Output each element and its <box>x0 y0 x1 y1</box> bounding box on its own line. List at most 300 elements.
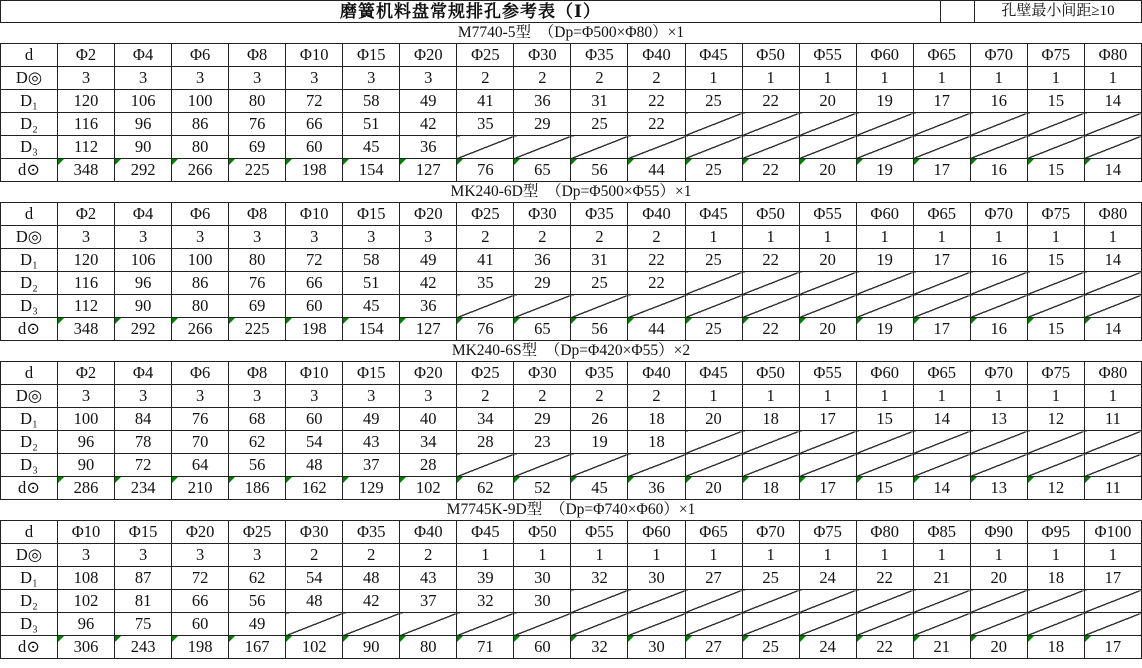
empty-diagonal-cell <box>1084 295 1141 318</box>
column-header-row <box>1 362 1142 385</box>
diameter-column-header: Φ50 <box>742 203 799 226</box>
diameter-column-header: Φ50 <box>742 362 799 385</box>
value-cell: 2 <box>343 544 400 567</box>
value-cell: 48 <box>343 567 400 590</box>
value-cell: 17 <box>913 159 970 182</box>
diameter-column-header: Φ45 <box>685 44 742 67</box>
empty-diagonal-cell <box>571 136 628 159</box>
row-label-cell: D₃ <box>1 295 58 318</box>
diameter-column-header: Φ25 <box>457 362 514 385</box>
diameter-column-header: Φ2 <box>58 362 115 385</box>
value-cell: 106 <box>115 249 172 272</box>
value-cell: 120 <box>58 90 115 113</box>
diameter-column-header: Φ80 <box>1084 203 1141 226</box>
empty-diagonal-cell <box>457 295 514 318</box>
diameter-column-header: Φ25 <box>457 44 514 67</box>
value-cell: 3 <box>229 226 286 249</box>
diameter-column-header: Φ60 <box>628 521 685 544</box>
value-cell: 22 <box>742 159 799 182</box>
value-cell: 62 <box>229 431 286 454</box>
empty-diagonal-cell <box>799 295 856 318</box>
table-row <box>1 431 1142 454</box>
table-row <box>1 318 1142 341</box>
section-header-m7745k-9d: M7745K-9D型 （Dp=Φ740×Φ60）×1 <box>446 501 696 518</box>
value-cell: 25 <box>685 249 742 272</box>
diameter-column-header: Φ2 <box>58 44 115 67</box>
diameter-column-header: Φ45 <box>685 203 742 226</box>
value-cell: 39 <box>457 567 514 590</box>
title-bar <box>0 0 1142 23</box>
value-cell: 23 <box>514 431 571 454</box>
value-cell: 225 <box>229 318 286 341</box>
value-cell: 1 <box>571 544 628 567</box>
value-cell: 1 <box>1084 226 1141 249</box>
diameter-column-header: Φ65 <box>913 362 970 385</box>
table-row <box>1 295 1142 318</box>
empty-diagonal-cell <box>742 272 799 295</box>
diameter-column-header: Φ75 <box>799 521 856 544</box>
value-cell: 186 <box>229 477 286 500</box>
value-cell: 15 <box>1027 159 1084 182</box>
value-cell: 25 <box>685 90 742 113</box>
empty-diagonal-cell <box>628 613 685 636</box>
value-cell: 1 <box>685 544 742 567</box>
value-cell: 198 <box>172 636 229 659</box>
value-cell: 100 <box>172 249 229 272</box>
diameter-column-header: Φ35 <box>571 362 628 385</box>
value-cell: 3 <box>286 385 343 408</box>
value-cell: 60 <box>172 613 229 636</box>
value-cell: 1 <box>457 544 514 567</box>
diameter-column-header: Φ30 <box>514 362 571 385</box>
value-cell: 3 <box>343 385 400 408</box>
diameter-column-header: Φ15 <box>115 521 172 544</box>
row-label-cell: D◎ <box>1 67 58 90</box>
diameter-column-header: Φ70 <box>970 44 1027 67</box>
row-label-cell: D₁ <box>1 408 58 431</box>
row-label-cell: D◎ <box>1 544 58 567</box>
value-cell: 62 <box>457 477 514 500</box>
value-cell: 3 <box>400 67 457 90</box>
value-cell: 29 <box>514 272 571 295</box>
value-cell: 28 <box>457 431 514 454</box>
value-cell: 18 <box>1027 636 1084 659</box>
empty-diagonal-cell <box>742 613 799 636</box>
value-cell: 1 <box>799 385 856 408</box>
value-cell: 16 <box>970 318 1027 341</box>
empty-diagonal-cell <box>1027 431 1084 454</box>
value-cell: 18 <box>1027 567 1084 590</box>
empty-diagonal-cell <box>457 613 514 636</box>
value-cell: 76 <box>172 408 229 431</box>
value-cell: 14 <box>1084 159 1141 182</box>
diameter-column-header: Φ55 <box>799 44 856 67</box>
value-cell: 43 <box>343 431 400 454</box>
value-cell: 3 <box>343 67 400 90</box>
row-label-cell: D₂ <box>1 431 58 454</box>
empty-diagonal-cell <box>1084 454 1141 477</box>
empty-diagonal-cell <box>286 613 343 636</box>
diameter-column-header: Φ85 <box>913 521 970 544</box>
value-cell: 210 <box>172 477 229 500</box>
parameter-table-m7740-5 <box>0 43 1142 182</box>
empty-diagonal-cell <box>1027 590 1084 613</box>
diameter-column-header: Φ45 <box>685 362 742 385</box>
value-cell: 17 <box>1084 567 1141 590</box>
empty-diagonal-cell <box>742 454 799 477</box>
empty-diagonal-cell <box>1084 272 1141 295</box>
diameter-column-header: Φ55 <box>799 362 856 385</box>
section-header-mk240-6s: MK240-6S型 （Dp=Φ420×Φ55）×2 <box>451 342 691 359</box>
value-cell: 48 <box>286 590 343 613</box>
value-cell: 243 <box>115 636 172 659</box>
value-cell: 14 <box>1084 90 1141 113</box>
value-cell: 69 <box>229 295 286 318</box>
value-cell: 60 <box>514 636 571 659</box>
value-cell: 58 <box>343 249 400 272</box>
empty-diagonal-cell <box>913 295 970 318</box>
value-cell: 36 <box>400 295 457 318</box>
value-cell: 37 <box>400 590 457 613</box>
value-cell: 18 <box>628 431 685 454</box>
value-cell: 306 <box>58 636 115 659</box>
value-cell: 96 <box>115 272 172 295</box>
row-label-cell: D₁ <box>1 90 58 113</box>
table-row <box>1 159 1142 182</box>
value-cell: 25 <box>685 318 742 341</box>
row-label-cell: d⊙ <box>1 636 58 659</box>
empty-diagonal-cell <box>970 295 1027 318</box>
value-cell: 25 <box>742 567 799 590</box>
value-cell: 54 <box>286 567 343 590</box>
value-cell: 17 <box>799 477 856 500</box>
value-cell: 17 <box>799 408 856 431</box>
empty-diagonal-cell <box>913 136 970 159</box>
value-cell: 1 <box>1084 67 1141 90</box>
empty-diagonal-cell <box>856 613 913 636</box>
value-cell: 42 <box>400 272 457 295</box>
value-cell: 37 <box>343 454 400 477</box>
value-cell: 12 <box>1027 477 1084 500</box>
value-cell: 72 <box>286 90 343 113</box>
value-cell: 2 <box>571 226 628 249</box>
value-cell: 13 <box>970 477 1027 500</box>
value-cell: 120 <box>58 249 115 272</box>
value-cell: 20 <box>799 318 856 341</box>
value-cell: 225 <box>229 159 286 182</box>
empty-diagonal-cell <box>685 454 742 477</box>
empty-diagonal-cell <box>856 272 913 295</box>
row-label-cell: D◎ <box>1 226 58 249</box>
value-cell: 1 <box>1027 544 1084 567</box>
value-cell: 25 <box>571 272 628 295</box>
parameter-table-mk240-6s <box>0 361 1142 500</box>
value-cell: 17 <box>1084 636 1141 659</box>
value-cell: 129 <box>343 477 400 500</box>
diameter-column-header: Φ10 <box>286 44 343 67</box>
value-cell: 2 <box>628 67 685 90</box>
value-cell: 19 <box>856 318 913 341</box>
diameter-column-header: Φ35 <box>343 521 400 544</box>
empty-diagonal-cell <box>685 431 742 454</box>
empty-diagonal-cell <box>856 431 913 454</box>
table-row <box>1 249 1142 272</box>
value-cell: 3 <box>286 67 343 90</box>
value-cell: 112 <box>58 136 115 159</box>
value-cell: 266 <box>172 318 229 341</box>
value-cell: 17 <box>913 318 970 341</box>
value-cell: 22 <box>628 113 685 136</box>
diameter-column-header: Φ65 <box>913 203 970 226</box>
value-cell: 56 <box>229 590 286 613</box>
value-cell: 30 <box>514 590 571 613</box>
table-row <box>1 408 1142 431</box>
empty-diagonal-cell <box>856 113 913 136</box>
value-cell: 14 <box>1084 249 1141 272</box>
value-cell: 15 <box>1027 90 1084 113</box>
value-cell: 2 <box>457 385 514 408</box>
empty-diagonal-cell <box>799 136 856 159</box>
value-cell: 76 <box>457 318 514 341</box>
value-cell: 60 <box>286 295 343 318</box>
value-cell: 76 <box>229 272 286 295</box>
value-cell: 16 <box>970 90 1027 113</box>
value-cell: 51 <box>343 272 400 295</box>
empty-diagonal-cell <box>628 454 685 477</box>
diameter-column-header: Φ40 <box>628 362 685 385</box>
value-cell: 3 <box>229 67 286 90</box>
empty-diagonal-cell <box>685 136 742 159</box>
empty-diagonal-cell <box>514 136 571 159</box>
diameter-column-header: Φ65 <box>913 44 970 67</box>
value-cell: 17 <box>913 249 970 272</box>
value-cell: 22 <box>742 249 799 272</box>
value-cell: 15 <box>856 477 913 500</box>
value-cell: 66 <box>286 113 343 136</box>
empty-diagonal-cell <box>913 431 970 454</box>
value-cell: 42 <box>400 113 457 136</box>
value-cell: 1 <box>799 67 856 90</box>
table-row <box>1 385 1142 408</box>
value-cell: 80 <box>172 136 229 159</box>
value-cell: 34 <box>400 431 457 454</box>
value-cell: 1 <box>970 67 1027 90</box>
min-spacing-note: 孔壁最小间距≥10 <box>1001 3 1115 19</box>
empty-diagonal-cell <box>514 613 571 636</box>
value-cell: 22 <box>628 249 685 272</box>
value-cell: 26 <box>571 408 628 431</box>
empty-diagonal-cell <box>1084 136 1141 159</box>
value-cell: 86 <box>172 113 229 136</box>
diameter-column-header: Φ80 <box>856 521 913 544</box>
value-cell: 20 <box>970 567 1027 590</box>
empty-diagonal-cell <box>970 454 1027 477</box>
value-cell: 2 <box>514 226 571 249</box>
title-spacer-cell <box>940 1 975 22</box>
empty-diagonal-cell <box>856 590 913 613</box>
value-cell: 22 <box>628 90 685 113</box>
empty-diagonal-cell <box>628 590 685 613</box>
table-row <box>1 567 1142 590</box>
value-cell: 1 <box>913 226 970 249</box>
value-cell: 22 <box>742 318 799 341</box>
empty-diagonal-cell <box>1027 613 1084 636</box>
value-cell: 71 <box>457 636 514 659</box>
empty-diagonal-cell <box>970 613 1027 636</box>
diameter-column-header: Φ8 <box>229 44 286 67</box>
diameter-column-header: Φ75 <box>1027 203 1084 226</box>
value-cell: 52 <box>514 477 571 500</box>
value-cell: 1 <box>970 544 1027 567</box>
value-cell: 22 <box>742 90 799 113</box>
value-cell: 86 <box>172 272 229 295</box>
row-label-cell: d⊙ <box>1 477 58 500</box>
value-cell: 3 <box>400 226 457 249</box>
value-cell: 65 <box>514 159 571 182</box>
row-label-cell: d⊙ <box>1 159 58 182</box>
value-cell: 266 <box>172 159 229 182</box>
value-cell: 348 <box>58 318 115 341</box>
value-cell: 1 <box>970 385 1027 408</box>
table-row <box>1 454 1142 477</box>
empty-diagonal-cell <box>685 613 742 636</box>
value-cell: 234 <box>115 477 172 500</box>
empty-diagonal-cell <box>400 613 457 636</box>
value-cell: 43 <box>400 567 457 590</box>
value-cell: 127 <box>400 318 457 341</box>
empty-diagonal-cell <box>970 590 1027 613</box>
value-cell: 36 <box>628 477 685 500</box>
row-label-cell: D₃ <box>1 613 58 636</box>
diameter-column-header: Φ4 <box>115 203 172 226</box>
value-cell: 69 <box>229 136 286 159</box>
table-row <box>1 226 1142 249</box>
value-cell: 116 <box>58 272 115 295</box>
value-cell: 18 <box>742 408 799 431</box>
value-cell: 3 <box>172 226 229 249</box>
empty-diagonal-cell <box>913 454 970 477</box>
empty-diagonal-cell <box>799 590 856 613</box>
value-cell: 90 <box>115 136 172 159</box>
value-cell: 116 <box>58 113 115 136</box>
empty-diagonal-cell <box>1027 272 1084 295</box>
row-label-cell: d⊙ <box>1 318 58 341</box>
value-cell: 44 <box>628 318 685 341</box>
value-cell: 87 <box>115 567 172 590</box>
value-cell: 81 <box>115 590 172 613</box>
diameter-column-header: Φ35 <box>571 44 628 67</box>
empty-diagonal-cell <box>799 113 856 136</box>
value-cell: 127 <box>400 159 457 182</box>
value-cell: 3 <box>58 544 115 567</box>
value-cell: 96 <box>115 113 172 136</box>
empty-diagonal-cell <box>742 590 799 613</box>
value-cell: 60 <box>286 136 343 159</box>
value-cell: 49 <box>400 249 457 272</box>
value-cell: 12 <box>1027 408 1084 431</box>
value-cell: 3 <box>58 67 115 90</box>
column-header-row <box>1 521 1142 544</box>
value-cell: 18 <box>742 477 799 500</box>
diameter-column-header: Φ100 <box>1084 521 1141 544</box>
value-cell: 15 <box>1027 318 1084 341</box>
value-cell: 3 <box>286 226 343 249</box>
section-header-mk240-6d: MK240-6D型 （Dp=Φ500×Φ55）×1 <box>450 183 692 200</box>
value-cell: 22 <box>856 636 913 659</box>
table-row <box>1 613 1142 636</box>
value-cell: 30 <box>628 636 685 659</box>
value-cell: 154 <box>343 159 400 182</box>
value-cell: 96 <box>58 431 115 454</box>
value-cell: 3 <box>229 385 286 408</box>
diameter-column-header: Φ50 <box>514 521 571 544</box>
row-label-cell: D◎ <box>1 385 58 408</box>
empty-diagonal-cell <box>742 295 799 318</box>
diameter-column-header: Φ65 <box>685 521 742 544</box>
value-cell: 1 <box>628 544 685 567</box>
diameter-column-header: Φ90 <box>970 521 1027 544</box>
value-cell: 2 <box>286 544 343 567</box>
diameter-column-header: Φ8 <box>229 203 286 226</box>
empty-diagonal-cell <box>514 295 571 318</box>
row-label-cell: D₂ <box>1 272 58 295</box>
value-cell: 36 <box>514 90 571 113</box>
empty-diagonal-cell <box>628 136 685 159</box>
diameter-column-header: Φ20 <box>172 521 229 544</box>
row-label-cell: D₂ <box>1 590 58 613</box>
value-cell: 1 <box>742 226 799 249</box>
value-cell: 28 <box>400 454 457 477</box>
value-cell: 66 <box>172 590 229 613</box>
value-cell: 49 <box>229 613 286 636</box>
diameter-column-header: Φ15 <box>343 44 400 67</box>
empty-diagonal-cell <box>571 613 628 636</box>
empty-diagonal-cell <box>1084 113 1141 136</box>
value-cell: 1 <box>856 544 913 567</box>
empty-diagonal-cell <box>742 431 799 454</box>
diameter-column-header: Φ25 <box>457 203 514 226</box>
empty-diagonal-cell <box>742 113 799 136</box>
value-cell: 45 <box>343 136 400 159</box>
value-cell: 14 <box>1084 318 1141 341</box>
diameter-column-header: Φ60 <box>856 44 913 67</box>
value-cell: 72 <box>286 249 343 272</box>
value-cell: 112 <box>58 295 115 318</box>
value-cell: 32 <box>457 590 514 613</box>
value-cell: 72 <box>172 567 229 590</box>
diameter-column-header: Φ20 <box>400 203 457 226</box>
empty-diagonal-cell <box>514 454 571 477</box>
value-cell: 20 <box>685 408 742 431</box>
value-cell: 45 <box>343 295 400 318</box>
page-title: 磨簧机料盘常规排孔参考表（Ⅰ） <box>340 2 601 21</box>
value-cell: 1 <box>742 67 799 90</box>
empty-diagonal-cell <box>571 295 628 318</box>
value-cell: 1 <box>856 226 913 249</box>
value-cell: 198 <box>286 318 343 341</box>
value-cell: 11 <box>1084 408 1141 431</box>
value-cell: 30 <box>628 567 685 590</box>
value-cell: 41 <box>457 90 514 113</box>
value-cell: 76 <box>457 159 514 182</box>
diameter-column-header: Φ55 <box>571 521 628 544</box>
empty-diagonal-cell <box>685 590 742 613</box>
value-cell: 19 <box>571 431 628 454</box>
value-cell: 1 <box>1084 385 1141 408</box>
row-label-cell: D₃ <box>1 136 58 159</box>
empty-diagonal-cell <box>571 590 628 613</box>
diameter-column-header: Φ55 <box>799 203 856 226</box>
